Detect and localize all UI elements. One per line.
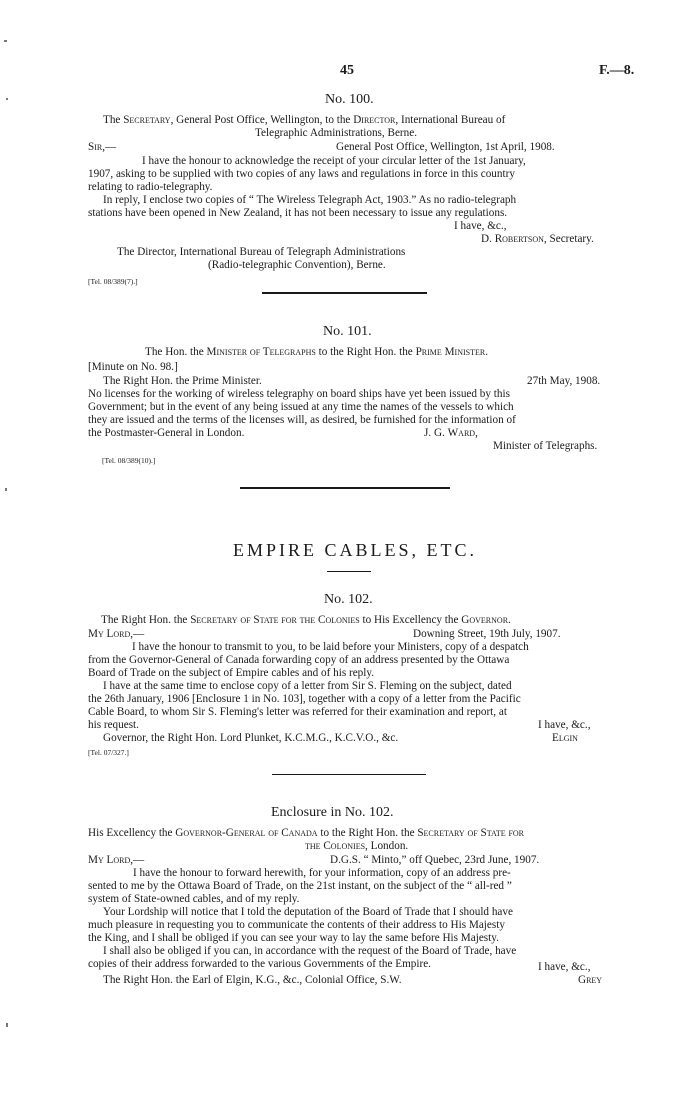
signature-title: Minister of Telegraphs. bbox=[493, 440, 598, 452]
enclosure-heading: Enclosure in No. 102. bbox=[271, 805, 394, 820]
body-line: sented to me by the Ottawa Board of Trade, on the 21st instant, on the subject of the “ all-red ” bbox=[88, 880, 512, 892]
letter-address: His Excellency the Governor-General of Canada to the Right Hon. the Secretary of State for bbox=[88, 827, 525, 839]
page-number: 45 bbox=[340, 63, 354, 78]
salutation: Sir,— bbox=[88, 141, 117, 153]
letter-heading: No. 101. bbox=[323, 324, 372, 339]
body-line: system of State-owned cables, and of my reply. bbox=[88, 893, 300, 905]
file-reference: [Tel. 08/389(7).] bbox=[88, 277, 138, 286]
section-rule bbox=[262, 292, 427, 294]
signature: Elgin bbox=[552, 732, 578, 744]
recipient-line: The Right Hon. the Earl of Elgin, K.G., &c., Colonial Office, S.W. bbox=[103, 974, 402, 986]
body-line: Your Lordship will notice that I told the deputation of the Board of Trade that I should have bbox=[103, 906, 513, 918]
body-line: the King, and I shall be obliged if you can see your way to lay the same before His Majesty. bbox=[88, 932, 499, 944]
letter-heading: No. 102. bbox=[324, 592, 373, 607]
letter-heading: No. 100. bbox=[325, 92, 374, 107]
signature: J. G. Ward, bbox=[424, 427, 478, 439]
body-line: I shall also be obliged if you can, in accordance with the request of the Board of Trade, have bbox=[103, 945, 517, 957]
place-date: Downing Street, 19th July, 1907. bbox=[413, 628, 561, 640]
body-line: Board of Trade on the subject of Empire cables and of his reply. bbox=[88, 667, 375, 679]
file-reference: [Tel. 08/389(10).] bbox=[102, 456, 156, 465]
closing: I have, &c., bbox=[538, 719, 591, 731]
letter-address-cont: the Colonies, London. bbox=[305, 840, 409, 852]
letter-address-cont: Telegraphic Administrations, Berne. bbox=[255, 127, 418, 139]
file-reference: [Tel. 07/327.] bbox=[88, 748, 129, 757]
body-line: I have the honour to forward herewith, for your information, copy of an address pre- bbox=[133, 867, 511, 879]
scan-mark bbox=[6, 98, 8, 100]
letter-address: The Right Hon. the Secretary of State for the Colonies to His Excellency the Governor. bbox=[101, 614, 511, 626]
signature: D. Robertson, Secretary. bbox=[481, 233, 594, 245]
body-line: the Postmaster-General in London. bbox=[88, 427, 245, 439]
body-line: I have the honour to transmit to you, to be laid before your Ministers, copy of a despatch bbox=[132, 641, 529, 653]
place-date: General Post Office, Wellington, 1st April, 1908. bbox=[336, 141, 555, 153]
body-line: Cable Board, to whom Sir S. Fleming's letter was referred for their examination and report, at bbox=[88, 706, 507, 718]
place-date: D.G.S. “ Minto,” off Quebec, 23rd June, 1907. bbox=[330, 854, 540, 866]
closing: I have, &c., bbox=[454, 220, 507, 232]
section-rule bbox=[240, 487, 450, 489]
signature: Grey bbox=[578, 974, 603, 986]
salutation: My Lord,— bbox=[88, 628, 145, 640]
scan-mark bbox=[4, 40, 7, 42]
body-line: No licenses for the working of wireless telegraphy on board ships have yet been issued by this bbox=[88, 388, 510, 400]
scan-mark bbox=[6, 1023, 8, 1027]
section-title: EMPIRE CABLES, ETC. bbox=[233, 540, 478, 560]
addressee: The Right Hon. the Prime Minister. bbox=[103, 375, 262, 387]
body-line: they are issued and the terms of the licenses will, as desired, be furnished for the information of bbox=[88, 414, 516, 426]
body-line: from the Governor-General of Canada forwarding copy of an address presented by the Ottawa bbox=[88, 654, 510, 666]
recipient-line: (Radio-telegraphic Convention), Berne. bbox=[208, 259, 386, 271]
body-line: I have at the same time to enclose copy of a letter from Sir S. Fleming on the subject, dated bbox=[103, 680, 512, 692]
body-line: relating to radio-telegraphy. bbox=[88, 181, 213, 193]
title-underline bbox=[327, 571, 371, 572]
body-line: his request. bbox=[88, 719, 139, 731]
body-line: copies of their address forwarded to the various Governments of the Empire. bbox=[88, 958, 431, 970]
date: 27th May, 1908. bbox=[527, 375, 601, 387]
letter-address: The Hon. the Minister of Telegraphs to the Right Hon. the Prime Minister. bbox=[145, 346, 488, 358]
body-line: I have the honour to acknowledge the receipt of your circular letter of the 1st January, bbox=[142, 155, 526, 167]
recipient-line: The Director, International Bureau of Telegraph Administrations bbox=[117, 246, 406, 258]
document-code: F.—8. bbox=[599, 63, 635, 78]
section-rule bbox=[272, 774, 426, 775]
salutation: My Lord,— bbox=[88, 854, 145, 866]
body-line: much pleasure in requesting you to communicate the contents of their address to His Majesty bbox=[88, 919, 505, 931]
letter-address: The Secretary, General Post Office, Wellington, to the Director, International Bureau of bbox=[103, 114, 506, 126]
body-line: the 26th January, 1906 [Enclosure 1 in No. 103], together with a copy of a letter from the Pacific bbox=[88, 693, 521, 705]
body-line: stations have been opened in New Zealand, it has not been necessary to issue any regulations. bbox=[88, 207, 508, 219]
scan-mark bbox=[5, 488, 7, 491]
minute-note: [Minute on No. 98.] bbox=[88, 361, 178, 373]
body-line: Government; but in the event of any being issued at any time the names of the vessels to which bbox=[88, 401, 514, 413]
governor-line: Governor, the Right Hon. Lord Plunket, K.C.M.G., K.C.V.O., &c. bbox=[103, 732, 399, 744]
closing: I have, &c., bbox=[538, 961, 591, 973]
body-line: In reply, I enclose two copies of “ The Wireless Telegraph Act, 1903.” As no radio-telegraph bbox=[103, 194, 517, 206]
body-line: 1907, asking to be supplied with two copies of any laws and regulations in force in this country bbox=[88, 168, 515, 180]
